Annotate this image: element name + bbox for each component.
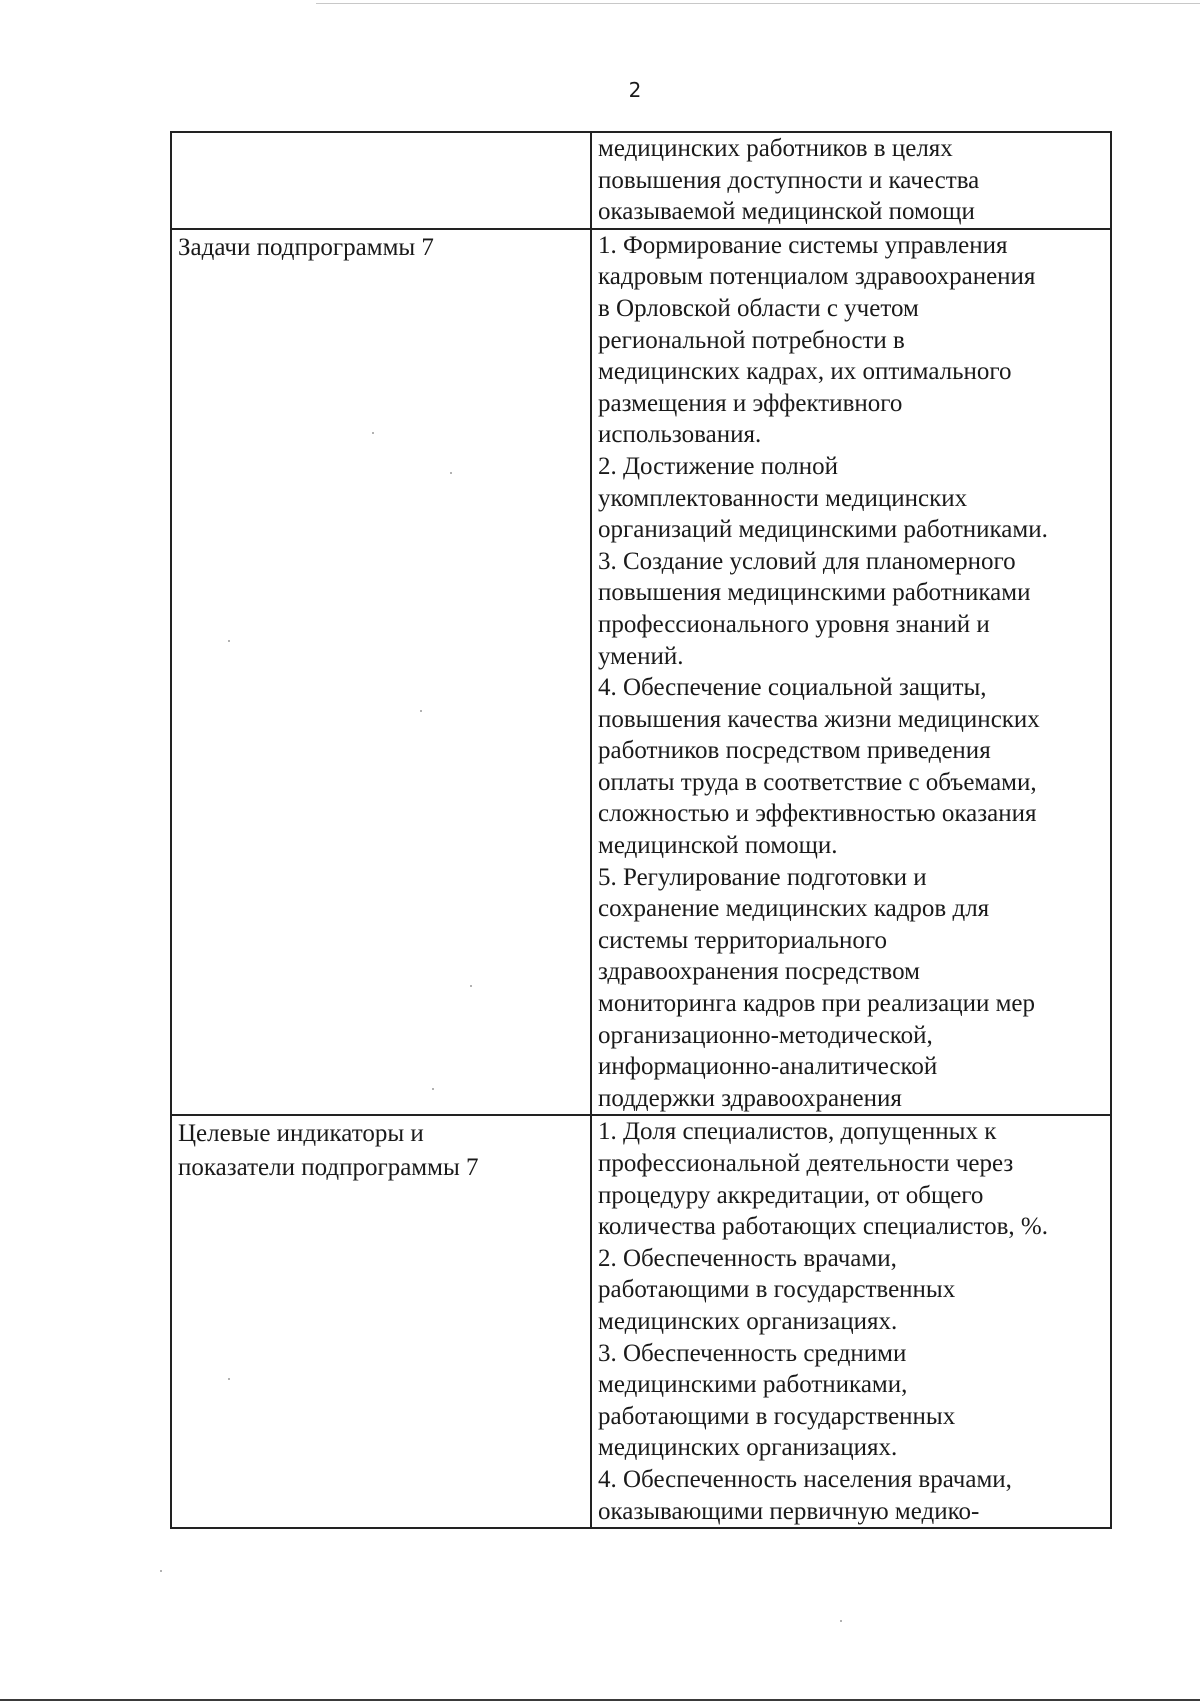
row-content-line: медицинских организациях. <box>598 1307 898 1335</box>
scan-bottom-edge <box>0 1699 1200 1701</box>
row-content-line: медицинских работников в целях <box>598 135 953 162</box>
table-row <box>171 132 1111 229</box>
row-content-line: процедуру аккредитации, от общего <box>598 1181 984 1209</box>
row-content-line: сложностью и эффективностью оказания <box>598 800 1037 828</box>
row-content-line: в Орловской области с учетом <box>598 294 919 322</box>
row-content-line: количества работающих специалистов, %. <box>598 1213 1048 1241</box>
scan-speck <box>228 1378 230 1380</box>
row-content-line: профессионального уровня знаний и <box>598 610 990 638</box>
row-content-line: оказываемой медицинской помощи <box>598 198 975 226</box>
row-content-line: медицинской помощи. <box>598 832 838 860</box>
row-content-line: 3. Обеспеченность средними <box>598 1339 907 1367</box>
row-content-line: 2. Достижение полной <box>598 452 839 480</box>
row-content-line: работающими в государственных <box>598 1276 956 1304</box>
row-content-line: медицинскими работниками, <box>598 1371 908 1399</box>
scan-speck <box>450 472 452 474</box>
row-content-line: повышения качества жизни медицинских <box>598 705 1040 733</box>
row-content-line: повышения доступности и качества <box>598 166 980 194</box>
row-content-line: организаций медицинскими работниками. <box>598 516 1048 544</box>
row-content-line: оказывающими первичную медико- <box>598 1497 980 1525</box>
row-content-line: 4. Обеспечение социальной защиты, <box>598 674 987 702</box>
row-content-line: умений. <box>598 642 684 670</box>
row-label-line: показатели подпрограммы 7 <box>178 1154 479 1181</box>
row-content-line: 2. Обеспеченность врачами, <box>598 1244 897 1272</box>
scan-top-edge <box>316 3 1200 4</box>
row-label-cell <box>171 1115 591 1528</box>
page-number: 2 <box>628 78 642 102</box>
row-content-line: 3. Создание условий для планомерного <box>598 547 1016 575</box>
row-content-line: работающими в государственных <box>598 1402 956 1430</box>
scan-speck <box>228 640 230 642</box>
row-content-line: 5. Регулирование подготовки и <box>598 863 927 891</box>
row-label-cell <box>171 132 591 229</box>
row-content-line: мониторинга кадров при реализации мер <box>598 990 1036 1018</box>
row-content-line: профессиональной деятельности через <box>598 1150 1014 1177</box>
row-content-line: системы территориального <box>598 926 888 954</box>
row-content-line: сохранение медицинских кадров для <box>598 895 990 923</box>
row-content-line: организационно-методической, <box>598 1021 933 1049</box>
scan-speck <box>840 1620 842 1622</box>
row-label-line: Задачи подпрограммы 7 <box>178 233 434 261</box>
table-row <box>171 1115 1111 1528</box>
row-content-line: кадровым потенциалом здравоохранения <box>598 263 1036 291</box>
row-content-line: 1. Формирование системы управления <box>598 231 1008 259</box>
row-content-line: информационно-аналитической <box>598 1053 938 1081</box>
row-content-line: оплаты труда в соответствие с объемами, <box>598 768 1037 796</box>
scan-speck <box>160 1570 162 1572</box>
table-row <box>171 229 1111 1116</box>
row-content-cell <box>591 1115 1111 1528</box>
row-label-cell <box>171 229 591 1116</box>
row-content-line: региональной потребности в <box>598 326 905 354</box>
row-content-line: повышения медицинскими работниками <box>598 579 1031 607</box>
row-content-cell <box>591 132 1111 229</box>
row-content-line: работников посредством приведения <box>598 737 991 765</box>
row-content-line: размещения и эффективного <box>598 389 903 417</box>
row-content-line: укомплектованности медицинских <box>598 484 968 512</box>
scan-speck <box>372 432 374 434</box>
row-label-line: Целевые индикаторы и <box>178 1120 424 1148</box>
scan-speck <box>432 1088 434 1090</box>
row-content-line: здравоохранения посредством <box>598 958 920 986</box>
scan-speck <box>470 985 472 987</box>
row-content-line: медицинских кадрах, их оптимального <box>598 358 1012 386</box>
scan-speck <box>420 710 422 712</box>
row-content-line: 1. Доля специалистов, допущенных к <box>598 1118 997 1146</box>
row-content-line: медицинских организациях. <box>598 1434 898 1462</box>
row-content-cell <box>591 229 1111 1116</box>
subprogram-passport-table <box>170 131 1112 1529</box>
row-content-line: 4. Обеспеченность населения врачами, <box>598 1465 1012 1493</box>
row-content-line: поддержки здравоохранения <box>598 1084 902 1112</box>
row-content-line: использования. <box>598 421 762 449</box>
